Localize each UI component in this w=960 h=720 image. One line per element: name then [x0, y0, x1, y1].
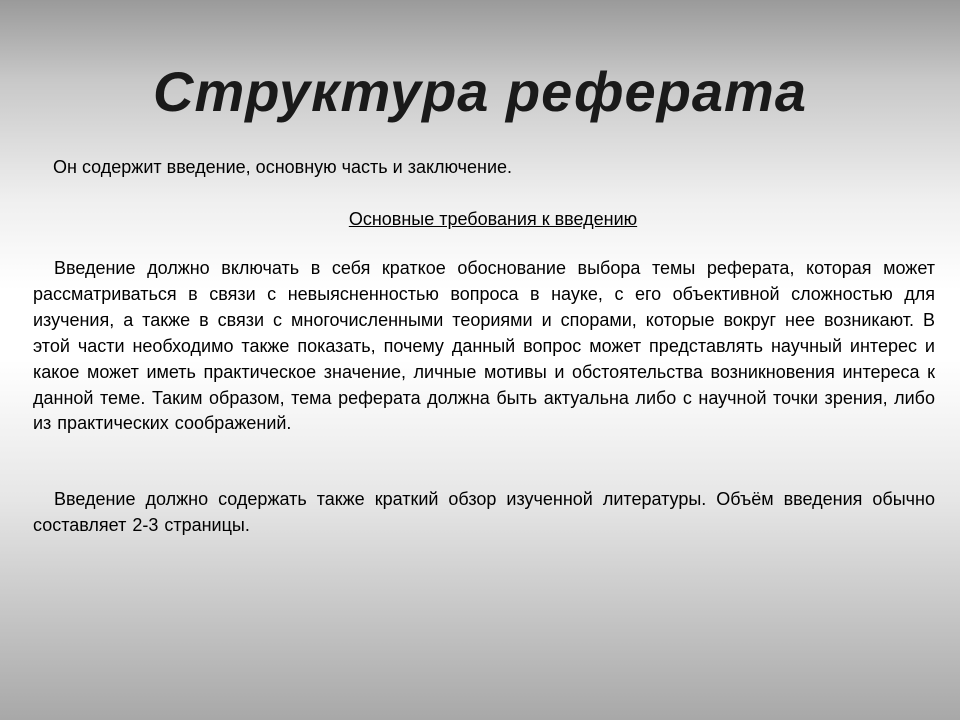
- section-subheading: Основные требования к введению: [348, 209, 638, 229]
- intro-text: Он содержит введение, основную часть и заключение.: [53, 157, 513, 177]
- body-paragraph-literature: Введение должно содержать также краткий обзор изученной литературы. Объём введения обычно составляет 2-3 страницы.: [33, 489, 935, 535]
- body-paragraph-introduction: Введение должно включать в себя краткое обоснование выбора темы реферата, которая может рассматриваться в связи с невыясненностью вопроса в науке, с его объективной сложностью для изучения, а также в связи с многочисленными теориями и спорами, которые вокруг нее возникают. В этой части необходимо также показать, почему данный вопрос может представлять научный интерес и какое может иметь практическое значение, личные мотивы и обстоятельства возникновения интереса к данной теме. Таким образом, тема реферата должна быть актуальна либо с научной точки зрения, либо из практических соображений.: [33, 258, 935, 434]
- slide-title: Структура реферата: [153, 60, 807, 123]
